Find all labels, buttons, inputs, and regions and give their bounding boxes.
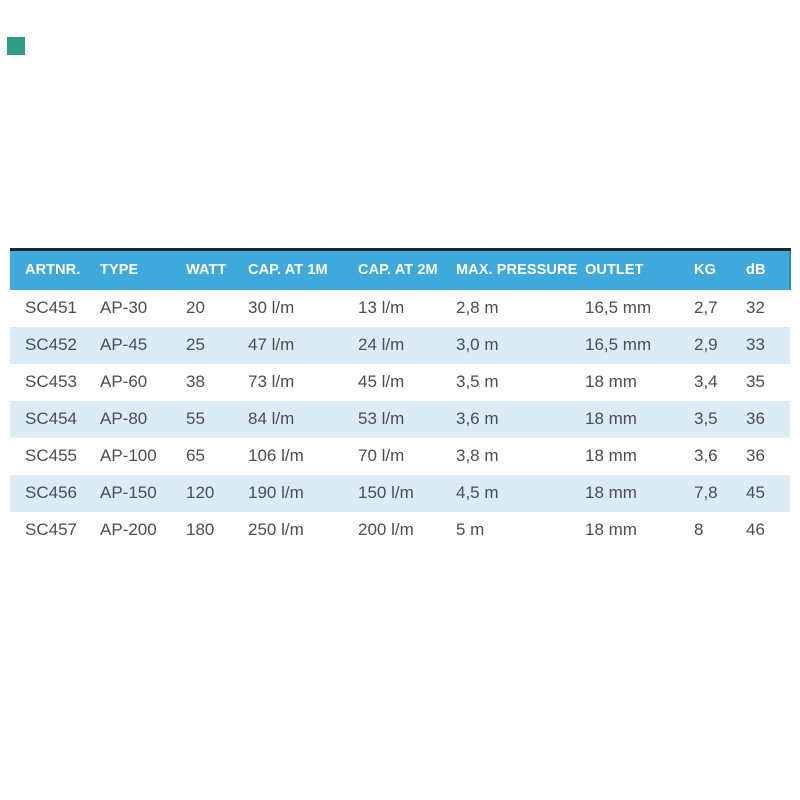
table-cell: 18 mm bbox=[585, 446, 637, 465]
table-cell: 16,5 mm bbox=[585, 298, 652, 317]
table-cell: 3,5 m bbox=[456, 372, 499, 391]
table-cell: 65 bbox=[186, 446, 205, 465]
table-cell: 2,9 bbox=[694, 335, 718, 354]
table-cell: 2,8 m bbox=[456, 298, 499, 317]
table-cell: AP-200 bbox=[100, 520, 157, 539]
table-cell: 53 l/m bbox=[358, 409, 405, 428]
table-cell: 18 mm bbox=[585, 409, 637, 428]
table-body bbox=[10, 290, 790, 549]
table-row bbox=[10, 475, 790, 512]
table-cell: 18 mm bbox=[585, 520, 637, 539]
table-row bbox=[10, 364, 790, 401]
table-cell: SC453 bbox=[25, 372, 77, 391]
spec-table-container bbox=[10, 248, 790, 549]
table-row bbox=[10, 438, 790, 475]
table-row bbox=[10, 327, 790, 364]
table-cell: 3,4 bbox=[694, 372, 718, 391]
table-cell: 20 bbox=[186, 298, 205, 317]
table-cell: 25 bbox=[186, 335, 205, 354]
table-cell: 70 l/m bbox=[358, 446, 405, 465]
table-cell: 5 m bbox=[456, 520, 485, 539]
table-cell: 24 l/m bbox=[358, 335, 405, 354]
column-header: MAX. PRESSURE bbox=[456, 262, 578, 279]
table-row bbox=[10, 290, 790, 327]
table-cell: SC454 bbox=[25, 409, 77, 428]
table-cell: 120 bbox=[186, 483, 215, 502]
table-cell: 18 mm bbox=[585, 372, 637, 391]
table-cell: SC451 bbox=[25, 298, 77, 317]
table-cell: 38 bbox=[186, 372, 205, 391]
column-header: OUTLET bbox=[585, 262, 644, 279]
table-cell: 180 bbox=[186, 520, 215, 539]
table-cell: AP-60 bbox=[100, 372, 148, 391]
table-cell: AP-30 bbox=[100, 298, 148, 317]
table-cell: 33 bbox=[746, 335, 765, 354]
table-cell: 46 bbox=[746, 520, 765, 539]
table-cell: 36 bbox=[746, 446, 765, 465]
table-cell: AP-80 bbox=[100, 409, 148, 428]
table-cell: 73 l/m bbox=[248, 372, 295, 391]
table-cell: 55 bbox=[186, 409, 205, 428]
table-cell: 3,0 m bbox=[456, 335, 499, 354]
table-cell: 18 mm bbox=[585, 483, 637, 502]
table-row bbox=[10, 512, 790, 549]
column-header: WATT bbox=[186, 262, 227, 279]
header-row bbox=[10, 250, 790, 290]
column-header: TYPE bbox=[100, 262, 139, 279]
table-cell: 45 l/m bbox=[358, 372, 405, 391]
table-cell: 190 l/m bbox=[248, 483, 304, 502]
table-cell: 36 bbox=[746, 409, 765, 428]
column-header: CAP. AT 1M bbox=[248, 262, 328, 279]
table-cell: AP-100 bbox=[100, 446, 157, 465]
table-cell: 3,5 bbox=[694, 409, 718, 428]
table-cell: 3,6 m bbox=[456, 409, 499, 428]
table-cell: 8 bbox=[694, 520, 704, 539]
column-header: dB bbox=[746, 250, 790, 290]
table-cell: 35 bbox=[746, 372, 765, 391]
product-spec-table bbox=[10, 248, 791, 549]
table-cell: 16,5 mm bbox=[585, 335, 652, 354]
table-cell: SC456 bbox=[25, 483, 77, 502]
table-cell: SC455 bbox=[25, 446, 77, 465]
table-cell: 2,7 bbox=[694, 298, 718, 317]
table-cell: 13 l/m bbox=[358, 298, 405, 317]
table-cell: 200 l/m bbox=[358, 520, 414, 539]
table-row bbox=[10, 401, 790, 438]
table-cell: 250 l/m bbox=[248, 520, 304, 539]
table-cell: SC457 bbox=[25, 520, 77, 539]
table-cell: 30 l/m bbox=[248, 298, 295, 317]
table-cell: 106 l/m bbox=[248, 446, 304, 465]
table-cell: 4,5 m bbox=[456, 483, 499, 502]
table-cell: SC452 bbox=[25, 335, 77, 354]
column-header: CAP. AT 2M bbox=[358, 262, 438, 279]
table-cell: 150 l/m bbox=[358, 483, 414, 502]
table-cell: AP-45 bbox=[100, 335, 148, 354]
table-cell: 84 l/m bbox=[248, 409, 295, 428]
table-cell: 3,8 m bbox=[456, 446, 499, 465]
corner-square bbox=[7, 37, 25, 55]
table-cell: 47 l/m bbox=[248, 335, 295, 354]
column-header: ARTNR. bbox=[25, 262, 81, 279]
table-cell: AP-150 bbox=[100, 483, 157, 502]
table-cell: 45 bbox=[746, 483, 765, 502]
table-cell: 32 bbox=[746, 298, 765, 317]
table-cell: 3,6 bbox=[694, 446, 718, 465]
table-cell: 7,8 bbox=[694, 483, 718, 502]
column-header: KG bbox=[694, 262, 716, 279]
